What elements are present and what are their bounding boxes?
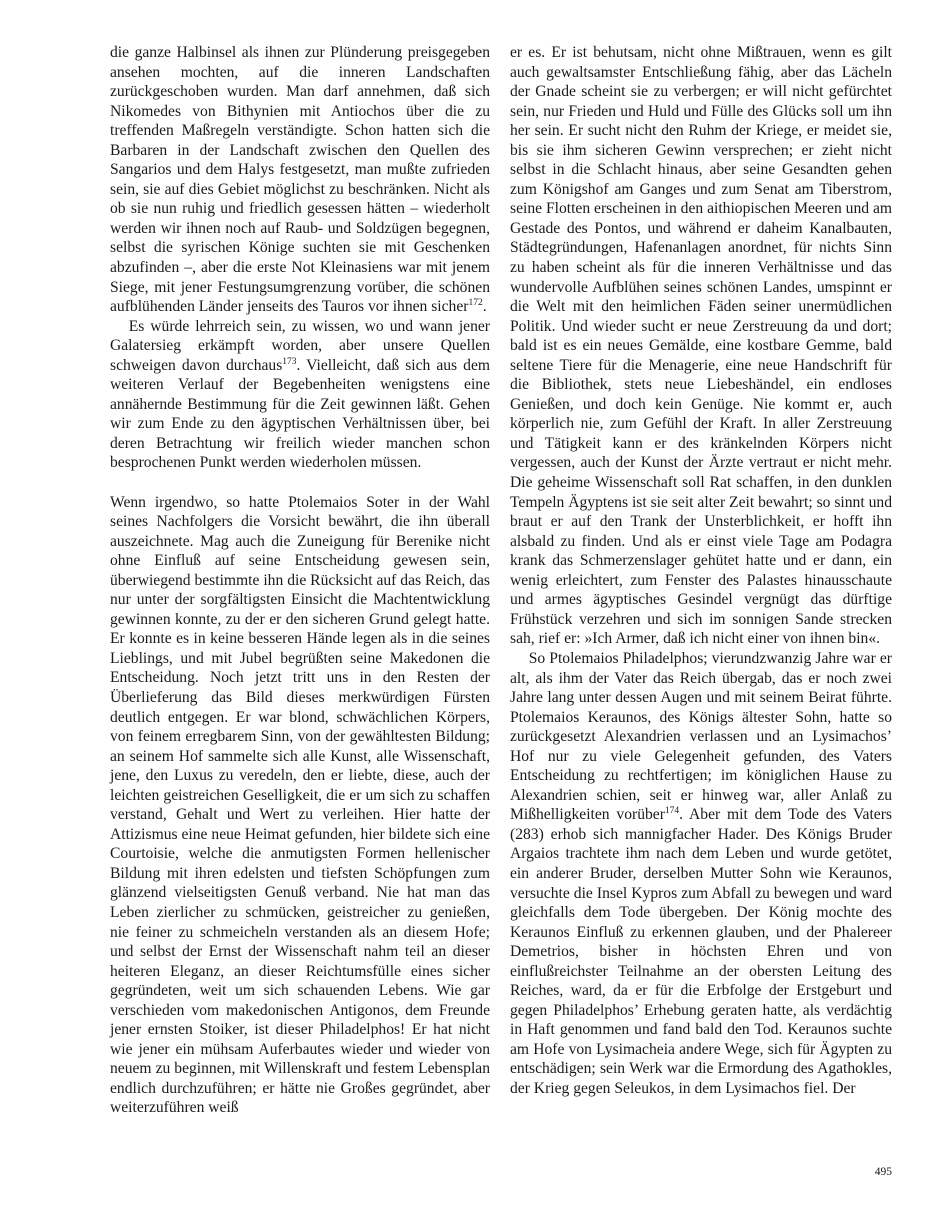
paragraph: er es. Er ist behutsam, nicht ohne Mißtrauen, wenn es gilt auch gewaltsamster Entschließung fähig, aber das Lächeln der Gnade scheint sie zu verbergen; er will nicht gefürchtet sein, nur Frieden und Huld und Fülle des Glücks soll um ihn her sein. Er sucht nicht den Ruhm der Kriege, er meidet sie, bis sie ihm sicheren Gewinn versprechen; er zieht nicht selbst in die Schlacht hinaus, aber seine Gesandten gehen zum Königshof am Ganges und zum Senat am Tiberstrom, seine Flotten erscheinen in den aithiopischen Meeren und am Gestade des Pontos, und während er daheim Kanalbauten, Städtegründungen, Hafenanlagen anordnet, für nichts Sinn zu haben scheint als für die inneren Verhältnisse und das wundervolle Aufblühen seines schönen Landes, umspinnt er die Welt mit den heimlichen Fäden seiner unermüdlichen Politik. Und wieder sucht er neue Zerstreuung da und dort; bald ist es ein neues Gemälde, eine kostbare Gemme, bald seltene Tiere für die Menagerie, eine neue Handschrift für die Bibliothek, stets neue Liebeshändel, ein endloses Genießen, und doch kein Genüge. Nie kommt er, auch körperlich nie, zum Gefühl der Kraft. In aller Zerstreuung und Tätigkeit kann er des kränkelnden Körpers nicht vergessen, auch der Kunst der Ärzte vertraut er nicht mehr. Die geheime Wissenschaft soll Rat schaffen, in den dunklen Tempeln Ägyptens ist sie seit alter Zeit bewahrt; so sinnt und braut er auf den Trank der Unsterblichkeit, er hofft ihn alsbald zu finden. Und als er einst viele Tage am Podagra krank das Schmerzenslager gehütet hatte und er dann, ein wenig erleichtert, zum Fenster des Palastes hinausschaute und armes ägyptisches Gesindel vergnügt das dürftige Frühstück verzehren und sich im sonnigen Sande strecken sah, rief er: »Ich Armer, daß ich nicht einer von ihnen bin«. <box>510 44 892 648</box>
paragraph: Wenn irgendwo, so hatte Ptolemaios Soter in der Wahl seines Nachfolgers die Vorsicht bewährt, die ihn überall auszeichnete. Mag auch die Zuneigung für Berenike nicht ohne Einfluß auf seine Entscheidung gewesen sein, überwiegend bestimmte ihn die Rücksicht auf das Reich, das nur unter der sorgfältigsten Einsicht die Machtentwicklung gewinnen konnte, zu der er den sicheren Grund gelegt hatte. Er konnte es in keine besseren Hände legen als in die seines Lieblings, und mit Jubel begrüßten seine Makedonen die Entscheidung. Noch jetzt tritt uns in den Resten der Überlieferung das Bild dieses merkwürdigen Fürsten deutlich entgegen. Er war blond, schwächlichen Körpers, von feinem erregbarem Sinn, von der gewähltesten Bildung; an seinem Hof sammelte sich alle Kunst, alle Wissenschaft, jene, den Luxus zu veredeln, den er liebte, diese, auch der leichten geistreichen Geselligkeit, die er um sich zu schaffen verstand, Gehalt und Wert zu verleihen. Hier hatte der Attizismus eine neue Heimat gefunden, hier bildete sich eine Courtoisie, welche die anmutigsten Formen hellenischer Bildung mit ihren edelsten und tiefsten Schöpfungen zum glänzend vielseitigsten Genuß verband. Nie hat man das Leben zierlicher zu schmücken, geistreicher zu genießen, nie feiner zu schmeicheln verstanden als an diesem Hofe; und selbst der Ernst der Wissenschaft nahm teil an dieser heiteren Eleganz, an dieser Reichtumsfülle eines sicher gegründeten, weit um sich schauenden Lebens. Wie gar verschieden vom makedonischen Antigonos, dem Freunde jener ernsten Stoiker, ist dieser Philadelphos! Er hat nicht wie jener ein mühsam Auferbautes wieder und wieder von neuem zu beginnen, mit Willenskraft und festem Lebensplan endlich durchzuführen; er hätte nie Großes gegründet, aber weiterzuführen weiß <box>110 493 490 1117</box>
left-column <box>110 43 490 1118</box>
right-column <box>510 43 892 1099</box>
page-number: 495 <box>874 1166 892 1178</box>
paragraph-text: Es würde lehrreich sein, zu wissen, wo und wann jener Galatersieg erkämpft worden, aber unsere Quellen schweigen davon durchaus <box>110 317 490 374</box>
paragraph-text: So Ptolemaios Philadelphos; vierundzwanzig Jahre war er alt, als ihm der Vater das Reich übergab, das er noch zwei Jahre lang unter dessen Augen und mit seinem Beirat führte. Ptolemaios Keraunos, des Königs ältester Sohn, hatte so zurückgesetzt Alexandrien verlassen und an Lysimachos’ Hof nur zu viele Gelegenheit gefunden, des Vaters Entscheidung zu rechtfertigen; im königlichen Hause zu Alexandrien schien, seit er hinweg war, aller Anlaß zu Mißhelligkeiten vorüber <box>510 649 892 824</box>
footnote-marker: 174 <box>664 806 680 817</box>
paragraph <box>110 43 490 317</box>
paragraph-text: die ganze Halbinsel als ihnen zur Plünderung preisgegeben ansehen mochten, auf die inneren Landschaften zurückgeschoben wurden. Man darf annehmen, daß sich Nikomedes von Bithynien mit Antiochos über die zu treffenden Maßregeln verständigte. Schon hatten sich die Barbaren in der Landschaft zwischen den Quellen des Sangarios und dem Halys festgesetzt, man mußte zufrieden sein, sie auf dies Gebiet möglichst zu beschränken. Nicht als ob sie nun ruhig und friedlich gesessen hätten – wiederholt werden wir ihnen noch auf Raub- und Soldzügen begegnen, selbst die syrischen Könige suchten sie mit Geschenken abzufinden –, aber die erste Not Kleinasiens war mit jenem Siege, mit jener Festungsumgrenzung vorüber, die schönen aufblühenden Länder jenseits des Tauros vor ihnen sicher <box>110 44 490 316</box>
paragraph <box>510 649 892 1099</box>
paragraph-text: . Vielleicht, daß sich aus dem weiteren Verlauf der Begebenheiten wenigstens eine annähernde Bestimmung für die Zeit gewinnen läßt. Gehen wir zum Ende zu den ägyptischen Verhältnissen über, bei deren Betrachtung wir freilich wieder manchen schon besprochenen Punkt werden wiederholen müssen. <box>110 356 491 472</box>
footnote-marker: 173 <box>282 356 297 367</box>
footnote-marker: 172 <box>468 298 483 309</box>
paragraph <box>110 317 490 473</box>
paragraph-text: . <box>482 298 487 316</box>
paragraph-text: . Aber mit dem Tode des Vaters (283) erhob sich mannigfacher Hader. Des Königs Bruder Argaios trachtete ihm nach dem Leben und wurde getötet, ein anderer Bruder, derselben Mutter Sohn wie Keraunos, versuchte die Insel Kypros zum Abfall zu bewegen und ward gleichfalls dem Tode übergeben. Der König mochte des Keraunos Einfluß zu erkennen glauben, und der Phalereer Demetrios, bisher in höchsten Ehren und von einflußreichster Teilnahme an der obersten Leitung des Reiches, ward, da er für die Erbfolge der Erstgeburt und gegen Philadelphos’ Erhebung geraten hatte, als verdächtig in Haft genommen und fand bald den Tod. Keraunos suchte am Hofe von Lysimacheia andere Wege, sich für Ägypten zu entschädigen; sein Werk war die Ermordung des Agathokles, der Krieg gegen Seleukos, in dem Lysimachos fiel. Der <box>510 806 892 1097</box>
